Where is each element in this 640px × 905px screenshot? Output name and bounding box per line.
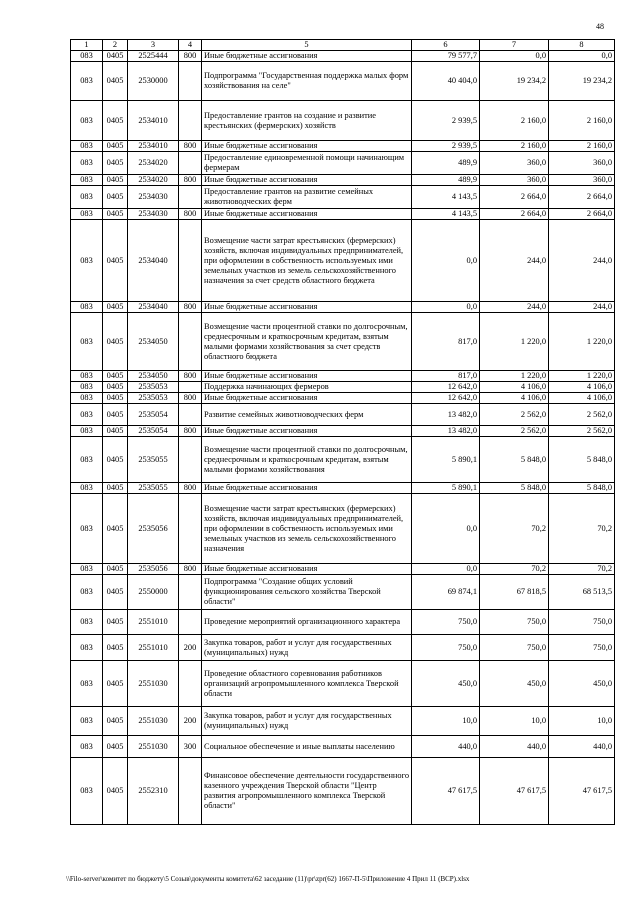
section-code-cell: 0405	[103, 101, 128, 141]
table-row	[71, 426, 615, 437]
expense-type-cell: 800	[179, 175, 202, 186]
ministry-code-cell: 083	[71, 736, 103, 758]
amount-col7-cell: 244,0	[480, 302, 549, 313]
expense-type-cell: 800	[179, 564, 202, 575]
amount-col6-cell: 489,9	[412, 175, 480, 186]
ministry-code-cell: 083	[71, 101, 103, 141]
amount-col6-cell: 750,0	[412, 610, 480, 635]
section-code-cell: 0405	[103, 575, 128, 610]
table-row	[71, 371, 615, 382]
ministry-code-cell: 083	[71, 404, 103, 426]
section-code-cell: 0405	[103, 175, 128, 186]
section-code-cell: 0405	[103, 141, 128, 152]
item-name-cell: Иные бюджетные ассигнования	[202, 483, 412, 494]
ministry-code-cell: 083	[71, 382, 103, 393]
target-article-cell: 2534040	[128, 302, 179, 313]
amount-col6-cell: 4 143,5	[412, 209, 480, 220]
table-row	[71, 313, 615, 371]
table-row	[71, 382, 615, 393]
amount-col8-cell: 244,0	[549, 220, 615, 302]
amount-col6-cell: 13 482,0	[412, 426, 480, 437]
table-row	[71, 736, 615, 758]
table-row	[71, 101, 615, 141]
target-article-cell: 2535053	[128, 382, 179, 393]
amount-col8-cell: 4 106,0	[549, 382, 615, 393]
column-header: 4	[179, 40, 202, 51]
item-name-cell: Финансовое обеспечение деятельности государственного казенного учреждения Тверской области "Центр развития агропромышленного комплекса Тверской области"	[202, 758, 412, 825]
target-article-cell: 2525444	[128, 51, 179, 62]
amount-col6-cell: 817,0	[412, 371, 480, 382]
amount-col8-cell: 5 848,0	[549, 483, 615, 494]
item-name-cell: Иные бюджетные ассигнования	[202, 393, 412, 404]
target-article-cell: 2534050	[128, 313, 179, 371]
amount-col6-cell: 2 939,5	[412, 101, 480, 141]
ministry-code-cell: 083	[71, 483, 103, 494]
amount-col7-cell: 67 818,5	[480, 575, 549, 610]
target-article-cell: 2550000	[128, 575, 179, 610]
amount-col8-cell: 19 234,2	[549, 62, 615, 101]
ministry-code-cell: 083	[71, 393, 103, 404]
amount-col6-cell: 10,0	[412, 707, 480, 736]
expense-type-cell	[179, 101, 202, 141]
amount-col7-cell: 5 848,0	[480, 483, 549, 494]
amount-col8-cell: 10,0	[549, 707, 615, 736]
target-article-cell: 2551010	[128, 635, 179, 661]
item-name-cell: Иные бюджетные ассигнования	[202, 564, 412, 575]
amount-col8-cell: 2 664,0	[549, 209, 615, 220]
ministry-code-cell: 083	[71, 426, 103, 437]
section-code-cell: 0405	[103, 483, 128, 494]
file-path-footer: \\Filo-server\комитет по бюджету\5 Созыв\документы комитета\62 заседание (11)\pr\zpr(62) 1667-П-5\Приложение 4 Прил 11 (ВСР).xlsx	[66, 875, 470, 883]
amount-col6-cell: 450,0	[412, 661, 480, 707]
ministry-code-cell: 083	[71, 610, 103, 635]
section-code-cell: 0405	[103, 186, 128, 209]
item-name-cell: Иные бюджетные ассигнования	[202, 175, 412, 186]
amount-col6-cell: 0,0	[412, 564, 480, 575]
table-row	[71, 707, 615, 736]
item-name-cell: Предоставление грантов на создание и развитие крестьянских (фермерских) хозяйств	[202, 101, 412, 141]
amount-col7-cell: 47 617,5	[480, 758, 549, 825]
amount-col7-cell: 1 220,0	[480, 313, 549, 371]
amount-col7-cell: 440,0	[480, 736, 549, 758]
ministry-code-cell: 083	[71, 209, 103, 220]
amount-col6-cell: 2 939,5	[412, 141, 480, 152]
expense-type-cell: 800	[179, 141, 202, 152]
target-article-cell: 2530000	[128, 62, 179, 101]
amount-col7-cell: 2 160,0	[480, 101, 549, 141]
target-article-cell: 2551030	[128, 661, 179, 707]
amount-col8-cell: 47 617,5	[549, 758, 615, 825]
amount-col7-cell: 2 664,0	[480, 209, 549, 220]
section-code-cell: 0405	[103, 426, 128, 437]
section-code-cell: 0405	[103, 302, 128, 313]
section-code-cell: 0405	[103, 404, 128, 426]
amount-col6-cell: 0,0	[412, 302, 480, 313]
amount-col6-cell: 817,0	[412, 313, 480, 371]
column-header: 5	[202, 40, 412, 51]
ministry-code-cell: 083	[71, 62, 103, 101]
target-article-cell: 2534030	[128, 186, 179, 209]
item-name-cell: Закупка товаров, работ и услуг для государственных (муниципальных) нужд	[202, 707, 412, 736]
target-article-cell: 2535054	[128, 426, 179, 437]
ministry-code-cell: 083	[71, 437, 103, 483]
table-row	[71, 62, 615, 101]
section-code-cell: 0405	[103, 635, 128, 661]
amount-col7-cell: 750,0	[480, 635, 549, 661]
amount-col7-cell: 10,0	[480, 707, 549, 736]
expense-type-cell	[179, 661, 202, 707]
section-code-cell: 0405	[103, 62, 128, 101]
amount-col6-cell: 40 404,0	[412, 62, 480, 101]
item-name-cell: Иные бюджетные ассигнования	[202, 51, 412, 62]
expense-type-cell: 800	[179, 426, 202, 437]
amount-col6-cell: 440,0	[412, 736, 480, 758]
expense-type-cell	[179, 62, 202, 101]
ministry-code-cell: 083	[71, 707, 103, 736]
amount-col6-cell: 12 642,0	[412, 382, 480, 393]
amount-col7-cell: 70,2	[480, 564, 549, 575]
ministry-code-cell: 083	[71, 220, 103, 302]
amount-col6-cell: 47 617,5	[412, 758, 480, 825]
item-name-cell: Поддержка начинающих фермеров	[202, 382, 412, 393]
ministry-code-cell: 083	[71, 141, 103, 152]
expense-type-cell	[179, 186, 202, 209]
amount-col7-cell: 4 106,0	[480, 382, 549, 393]
amount-col6-cell: 69 874,1	[412, 575, 480, 610]
page-number: 48	[596, 22, 604, 31]
amount-col8-cell: 0,0	[549, 51, 615, 62]
item-name-cell: Возмещение части затрат крестьянских (фермерских) хозяйств, включая индивидуальных предпринимателей, при оформлении в собственность используемых ими земельных участков из земель сельскохозяйственного назначения за счет средств областного бюджета	[202, 220, 412, 302]
column-header: 1	[71, 40, 103, 51]
section-code-cell: 0405	[103, 51, 128, 62]
table-row	[71, 51, 615, 62]
target-article-cell: 2534010	[128, 101, 179, 141]
table-row	[71, 186, 615, 209]
amount-col8-cell: 1 220,0	[549, 371, 615, 382]
amount-col6-cell: 489,9	[412, 152, 480, 175]
item-name-cell: Подпрограмма "Государственная поддержка малых форм хозяйствования на селе"	[202, 62, 412, 101]
expense-type-cell: 800	[179, 483, 202, 494]
section-code-cell: 0405	[103, 610, 128, 635]
column-header: 8	[549, 40, 615, 51]
item-name-cell: Возмещение части процентной ставки по долгосрочным, среднесрочным и краткосрочным кредитам, взятым малыми формами хозяйствования за счет средств областного бюджета	[202, 313, 412, 371]
item-name-cell: Иные бюджетные ассигнования	[202, 141, 412, 152]
expense-type-cell	[179, 404, 202, 426]
amount-col8-cell: 244,0	[549, 302, 615, 313]
ministry-code-cell: 083	[71, 371, 103, 382]
expense-type-cell: 800	[179, 371, 202, 382]
budget-table	[70, 39, 615, 825]
amount-col8-cell: 2 562,0	[549, 426, 615, 437]
item-name-cell: Иные бюджетные ассигнования	[202, 209, 412, 220]
table-row	[71, 302, 615, 313]
column-header: 7	[480, 40, 549, 51]
expense-type-cell: 200	[179, 635, 202, 661]
expense-type-cell: 300	[179, 736, 202, 758]
table-row	[71, 494, 615, 564]
amount-col8-cell: 750,0	[549, 610, 615, 635]
table-row	[71, 564, 615, 575]
target-article-cell: 2535056	[128, 494, 179, 564]
target-article-cell: 2535054	[128, 404, 179, 426]
table-row	[71, 141, 615, 152]
amount-col6-cell: 750,0	[412, 635, 480, 661]
amount-col7-cell: 70,2	[480, 494, 549, 564]
expense-type-cell	[179, 313, 202, 371]
table-row	[71, 661, 615, 707]
amount-col6-cell: 0,0	[412, 494, 480, 564]
section-code-cell: 0405	[103, 220, 128, 302]
amount-col8-cell: 5 848,0	[549, 437, 615, 483]
amount-col6-cell: 12 642,0	[412, 393, 480, 404]
section-code-cell: 0405	[103, 564, 128, 575]
section-code-cell: 0405	[103, 661, 128, 707]
item-name-cell: Подпрограмма "Создание общих условий функционирования сельского хозяйства Тверской области"	[202, 575, 412, 610]
section-code-cell: 0405	[103, 736, 128, 758]
amount-col7-cell: 2 664,0	[480, 186, 549, 209]
ministry-code-cell: 083	[71, 564, 103, 575]
amount-col6-cell: 0,0	[412, 220, 480, 302]
target-article-cell: 2534040	[128, 220, 179, 302]
table-row	[71, 758, 615, 825]
target-article-cell: 2534020	[128, 152, 179, 175]
item-name-cell: Предоставление грантов на развитие семейных животноводческих ферм	[202, 186, 412, 209]
amount-col8-cell: 2 160,0	[549, 101, 615, 141]
expense-type-cell	[179, 382, 202, 393]
target-article-cell: 2535056	[128, 564, 179, 575]
amount-col7-cell: 0,0	[480, 51, 549, 62]
target-article-cell: 2552310	[128, 758, 179, 825]
section-code-cell: 0405	[103, 152, 128, 175]
section-code-cell: 0405	[103, 494, 128, 564]
amount-col8-cell: 70,2	[549, 494, 615, 564]
expense-type-cell	[179, 220, 202, 302]
amount-col8-cell: 2 160,0	[549, 141, 615, 152]
column-header: 3	[128, 40, 179, 51]
item-name-cell: Иные бюджетные ассигнования	[202, 302, 412, 313]
amount-col6-cell: 5 890,1	[412, 437, 480, 483]
section-code-cell: 0405	[103, 313, 128, 371]
ministry-code-cell: 083	[71, 175, 103, 186]
section-code-cell: 0405	[103, 371, 128, 382]
item-name-cell: Проведение мероприятий организационного характера	[202, 610, 412, 635]
amount-col7-cell: 360,0	[480, 175, 549, 186]
amount-col6-cell: 5 890,1	[412, 483, 480, 494]
amount-col7-cell: 5 848,0	[480, 437, 549, 483]
section-code-cell: 0405	[103, 707, 128, 736]
amount-col8-cell: 4 106,0	[549, 393, 615, 404]
amount-col8-cell: 2 664,0	[549, 186, 615, 209]
ministry-code-cell: 083	[71, 302, 103, 313]
amount-col8-cell: 440,0	[549, 736, 615, 758]
section-code-cell: 0405	[103, 393, 128, 404]
section-code-cell: 0405	[103, 437, 128, 483]
item-name-cell: Иные бюджетные ассигнования	[202, 426, 412, 437]
amount-col8-cell: 1 220,0	[549, 313, 615, 371]
table-header-row	[71, 40, 615, 51]
amount-col8-cell: 68 513,5	[549, 575, 615, 610]
amount-col6-cell: 79 577,7	[412, 51, 480, 62]
ministry-code-cell: 083	[71, 758, 103, 825]
table-row	[71, 220, 615, 302]
amount-col7-cell: 1 220,0	[480, 371, 549, 382]
expense-type-cell: 800	[179, 51, 202, 62]
amount-col8-cell: 360,0	[549, 175, 615, 186]
amount-col7-cell: 750,0	[480, 610, 549, 635]
expense-type-cell: 800	[179, 209, 202, 220]
item-name-cell: Иные бюджетные ассигнования	[202, 371, 412, 382]
expense-type-cell	[179, 437, 202, 483]
table-row	[71, 635, 615, 661]
expense-type-cell	[179, 494, 202, 564]
amount-col7-cell: 2 160,0	[480, 141, 549, 152]
target-article-cell: 2534050	[128, 371, 179, 382]
expense-type-cell	[179, 152, 202, 175]
amount-col7-cell: 2 562,0	[480, 404, 549, 426]
target-article-cell: 2551010	[128, 610, 179, 635]
target-article-cell: 2551030	[128, 736, 179, 758]
amount-col7-cell: 4 106,0	[480, 393, 549, 404]
amount-col8-cell: 750,0	[549, 635, 615, 661]
target-article-cell: 2534020	[128, 175, 179, 186]
expense-type-cell	[179, 610, 202, 635]
amount-col7-cell: 2 562,0	[480, 426, 549, 437]
table-row	[71, 175, 615, 186]
expense-type-cell: 800	[179, 302, 202, 313]
table-row	[71, 404, 615, 426]
target-article-cell: 2535055	[128, 483, 179, 494]
expense-type-cell: 800	[179, 393, 202, 404]
amount-col6-cell: 4 143,5	[412, 186, 480, 209]
target-article-cell: 2534030	[128, 209, 179, 220]
ministry-code-cell: 083	[71, 51, 103, 62]
ministry-code-cell: 083	[71, 186, 103, 209]
amount-col8-cell: 2 562,0	[549, 404, 615, 426]
amount-col8-cell: 70,2	[549, 564, 615, 575]
target-article-cell: 2535053	[128, 393, 179, 404]
ministry-code-cell: 083	[71, 635, 103, 661]
ministry-code-cell: 083	[71, 494, 103, 564]
item-name-cell: Развитие семейных животноводческих ферм	[202, 404, 412, 426]
table-row	[71, 610, 615, 635]
section-code-cell: 0405	[103, 382, 128, 393]
table-row	[71, 152, 615, 175]
column-header: 6	[412, 40, 480, 51]
item-name-cell: Закупка товаров, работ и услуг для государственных (муниципальных) нужд	[202, 635, 412, 661]
item-name-cell: Возмещение части затрат крестьянских (фермерских) хозяйств, включая индивидуальных предпринимателей, при оформлении в собственность используемых ими земельных участков из земель сельскохозяйственного назначения	[202, 494, 412, 564]
amount-col7-cell: 244,0	[480, 220, 549, 302]
expense-type-cell	[179, 575, 202, 610]
item-name-cell: Социальное обеспечение и иные выплаты населению	[202, 736, 412, 758]
target-article-cell: 2551030	[128, 707, 179, 736]
target-article-cell: 2534010	[128, 141, 179, 152]
item-name-cell: Предоставление единовременной помощи начинающим фермерам	[202, 152, 412, 175]
item-name-cell: Возмещение части процентной ставки по долгосрочным, среднесрочным и краткосрочным кредитам, взятым малыми формами хозяйствования	[202, 437, 412, 483]
amount-col6-cell: 13 482,0	[412, 404, 480, 426]
table-row	[71, 437, 615, 483]
amount-col8-cell: 450,0	[549, 661, 615, 707]
amount-col7-cell: 360,0	[480, 152, 549, 175]
table-body	[71, 51, 615, 825]
ministry-code-cell: 083	[71, 661, 103, 707]
item-name-cell: Проведение областного соревнования работников организаций агропромышленного комплекса Тверской области	[202, 661, 412, 707]
column-header: 2	[103, 40, 128, 51]
target-article-cell: 2535055	[128, 437, 179, 483]
ministry-code-cell: 083	[71, 313, 103, 371]
table-row	[71, 393, 615, 404]
section-code-cell: 0405	[103, 758, 128, 825]
amount-col7-cell: 450,0	[480, 661, 549, 707]
ministry-code-cell: 083	[71, 152, 103, 175]
section-code-cell: 0405	[103, 209, 128, 220]
table-row	[71, 483, 615, 494]
table-row	[71, 575, 615, 610]
amount-col8-cell: 360,0	[549, 152, 615, 175]
table-row	[71, 209, 615, 220]
expense-type-cell	[179, 758, 202, 825]
ministry-code-cell: 083	[71, 575, 103, 610]
amount-col7-cell: 19 234,2	[480, 62, 549, 101]
expense-type-cell: 200	[179, 707, 202, 736]
